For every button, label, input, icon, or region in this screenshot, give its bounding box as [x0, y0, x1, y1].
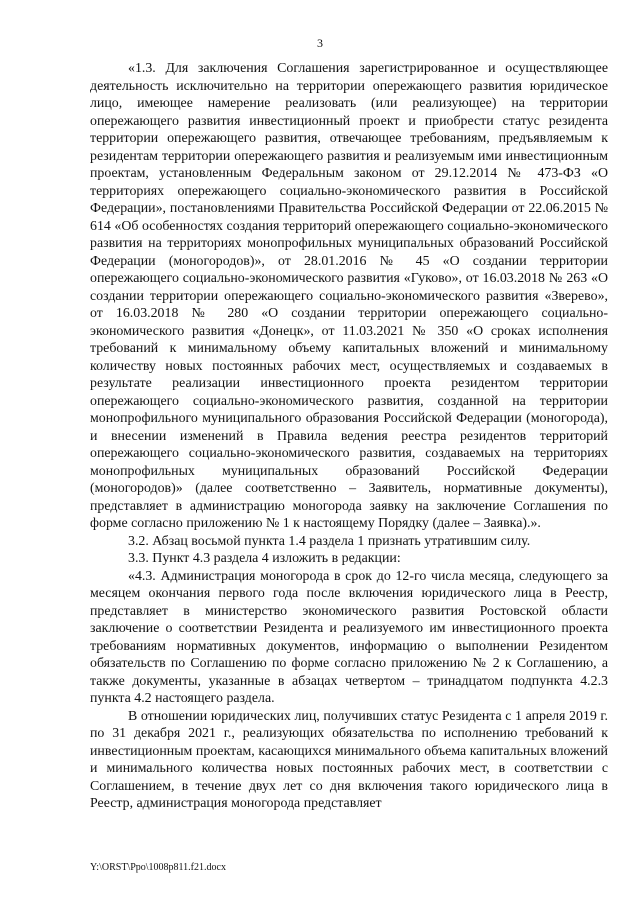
paragraph-1-3: «1.3. Для заключения Соглашения зарегистрированное и осуществляющее деятельность исключительно на территории опережающего развития юридическое лицо, имеющее намерение реализовать (или реализующее) на территории опережающего развития инвестиционный проект и приобрести статус резидента территории опережающего развития, отвечающее требованиям, предъявляемым к резидентам территории опережающего развития и реализуемым ими инвестиционным проектам, установленным Федеральным законом от 29.12.2014 № 473-ФЗ «О территориях опережающего социально-экономического развития в Российской Федерации», постановлениями Правительства Российской Федерации от 22.06.2015 № 614 «Об особенностях создания территорий опережающего социально-экономического развития на территориях монопрофильных муниципальных образований Российской Федерации (моногородов)», от 28.01.2016 № 45 «О создании территории опережающего социально-экономического развития «Гуково», от 16.03.2018 № 263 «О создании территории опережающего социально-экономического развития «Зверево», от 16.03.2018 № 280 «О создании территории опережающего социально-экономического развития «Донецк», от 11.03.2021 № 350 «О сроках исполнения требований к минимальному объему капитальных вложений и минимальному количеству новых постоянных рабочих мест, осуществляемых и создаваемых в результате реализации инвестиционного проекта резидентом территории опережающего социально-экономического развития, созданной на территории монопрофильного муниципального образования Российской Федерации (моногорода), и внесении изменений в Правила ведения реестра резидентов территорий опережающего социально-экономического развития, создаваемых на территориях монопрофильных муниципальных образований Российской Федерации (моногородов)» (далее соответственно – Заявитель, нормативные документы), представляет в администрацию моногорода заявку на заключение Соглашения по форме согласно приложению № 1 к настоящему Порядку (далее – Заявка).». — [90, 61, 608, 531]
paragraph-3-2: 3.2. Абзац восьмой пункта 1.4 раздела 1 признать утратившим силу. — [128, 533, 531, 549]
paragraph-residents: В отношении юридических лиц, получивших статус Резидента с 1 апреля 2019 г. по 31 декабря 2021 г., реализующих обязательства по исполнению требований к инвестиционным проектам, касающихся минимального объема капитальных вложений и минимального количества новых постоянных рабочих мест, в соответствии с Соглашением, в течение двух лет со дня включения такого юридического лица в Реестр, администрация моногорода представляет — [90, 708, 608, 811]
paragraph-4-3: «4.3. Администрация моногорода в срок до 12-го числа месяца, следующего за месяцем окончания первого года после включения юридического лица в Реестр, представляет в министерство экономического развития Ростовской области заключение о соответствии Резидента и реализуемого им инвестиционного проекта требованиям нормативных документов, информацию о выполнении Резидентом обязательств по Соглашению по форме согласно приложению № 2 к Соглашению, а также документы, указанные в абзацах четвертом – тринадцатом подпункта 4.2.3 пункта 4.2 настоящего раздела. — [90, 568, 608, 706]
document-body — [90, 60, 608, 813]
page-number: 3 — [317, 36, 323, 50]
paragraph-3-3: 3.3. Пункт 4.3 раздела 4 изложить в редакции: — [128, 551, 401, 566]
footer-file-path: Y:\ORST\Ppo\1008p811.f21.docx — [90, 862, 226, 873]
